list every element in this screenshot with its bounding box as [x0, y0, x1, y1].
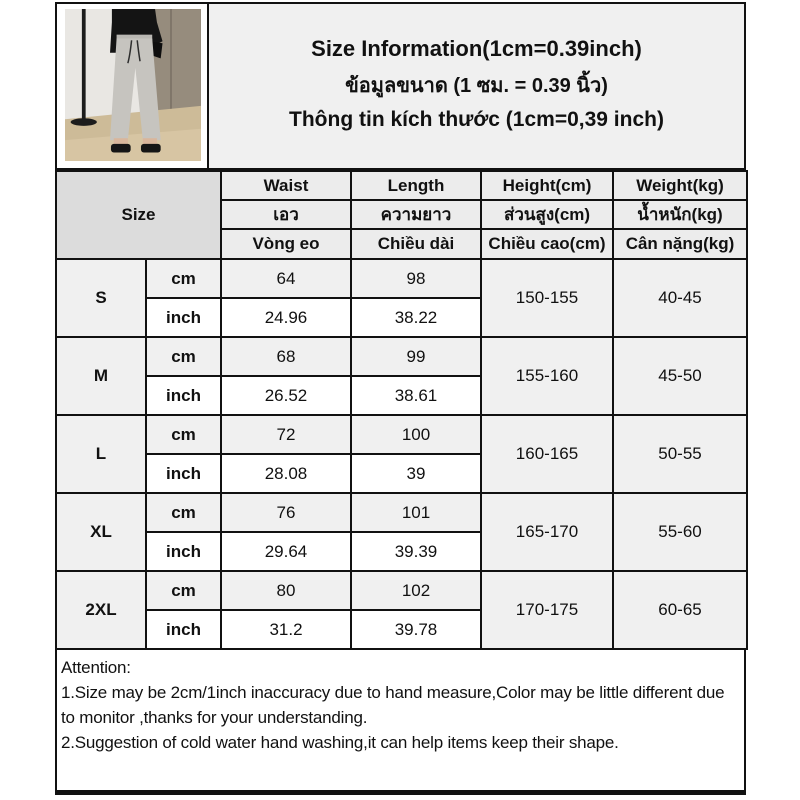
- weight-range: 45-50: [613, 337, 747, 415]
- waist-value: 24.96: [221, 298, 351, 337]
- length-value: 101: [351, 493, 481, 532]
- length-value: 39.39: [351, 532, 481, 571]
- unit-cell: cm: [146, 337, 221, 376]
- height-range: 155-160: [481, 337, 613, 415]
- length-value: 100: [351, 415, 481, 454]
- height-header-en: Height(cm): [481, 171, 613, 200]
- attention-note-1: 1.Size may be 2cm/1inch inaccuracy due to hand measure,Color may be little different due to monitor ,thanks for your understanding.: [61, 683, 725, 727]
- length-value: 99: [351, 337, 481, 376]
- waist-value: 28.08: [221, 454, 351, 493]
- size-cell: 2XL: [56, 571, 146, 649]
- height-header-th: ส่วนสูง(cm): [481, 200, 613, 229]
- length-header-en: Length: [351, 171, 481, 200]
- attention-note-2: 2.Suggestion of cold water hand washing,it can help items keep their shape.: [61, 733, 619, 752]
- title-thai: ข้อมูลขนาด (1 ซม. = 0.39 นิ้ว): [345, 75, 608, 97]
- weight-range: 50-55: [613, 415, 747, 493]
- unit-cell: cm: [146, 571, 221, 610]
- height-range: 150-155: [481, 259, 613, 337]
- length-value: 38.61: [351, 376, 481, 415]
- waist-value: 76: [221, 493, 351, 532]
- height-range: 160-165: [481, 415, 613, 493]
- top-section: [55, 2, 746, 170]
- length-value: 38.22: [351, 298, 481, 337]
- height-range: 165-170: [481, 493, 613, 571]
- weight-header-th: น้ำหนัก(kg): [613, 200, 747, 229]
- length-value: 39: [351, 454, 481, 493]
- waist-value: 31.2: [221, 610, 351, 649]
- waist-header-vi: Vòng eo: [221, 229, 351, 259]
- unit-cell: inch: [146, 454, 221, 493]
- title-block: [207, 2, 746, 170]
- attention-heading: Attention:: [61, 658, 131, 677]
- size-cell: M: [56, 337, 146, 415]
- size-table: [55, 170, 748, 650]
- unit-cell: inch: [146, 532, 221, 571]
- product-photo-illustration: [65, 9, 201, 161]
- waist-value: 68: [221, 337, 351, 376]
- length-header-vi: Chiều dài: [351, 229, 481, 259]
- waist-value: 26.52: [221, 376, 351, 415]
- title-vietnamese: Thông tin kích thước (1cm=0,39 inch): [289, 108, 664, 131]
- title-english: Size Information(1cm=0.39inch): [311, 36, 642, 61]
- weight-header-en: Weight(kg): [613, 171, 747, 200]
- size-cell: S: [56, 259, 146, 337]
- waist-value: 64: [221, 259, 351, 298]
- weight-header-vi: Cân nặng(kg): [613, 229, 747, 259]
- unit-cell: cm: [146, 415, 221, 454]
- unit-cell: inch: [146, 376, 221, 415]
- waist-value: 80: [221, 571, 351, 610]
- waist-header-en: Waist: [221, 171, 351, 200]
- unit-cell: cm: [146, 493, 221, 532]
- length-header-th: ความยาว: [351, 200, 481, 229]
- size-header-cell: Size: [56, 171, 221, 259]
- weight-range: 40-45: [613, 259, 747, 337]
- content-frame: [55, 2, 746, 795]
- length-value: 98: [351, 259, 481, 298]
- unit-cell: cm: [146, 259, 221, 298]
- weight-range: 55-60: [613, 493, 747, 571]
- size-cell: XL: [56, 493, 146, 571]
- unit-cell: inch: [146, 298, 221, 337]
- length-value: 102: [351, 571, 481, 610]
- unit-cell: inch: [146, 610, 221, 649]
- weight-range: 60-65: [613, 571, 747, 649]
- height-header-vi: Chiều cao(cm): [481, 229, 613, 259]
- attention-box: [55, 650, 746, 795]
- waist-value: 72: [221, 415, 351, 454]
- length-value: 39.78: [351, 610, 481, 649]
- waist-value: 29.64: [221, 532, 351, 571]
- product-photo: [55, 2, 207, 170]
- waist-header-th: เอว: [221, 200, 351, 229]
- height-range: 170-175: [481, 571, 613, 649]
- size-cell: L: [56, 415, 146, 493]
